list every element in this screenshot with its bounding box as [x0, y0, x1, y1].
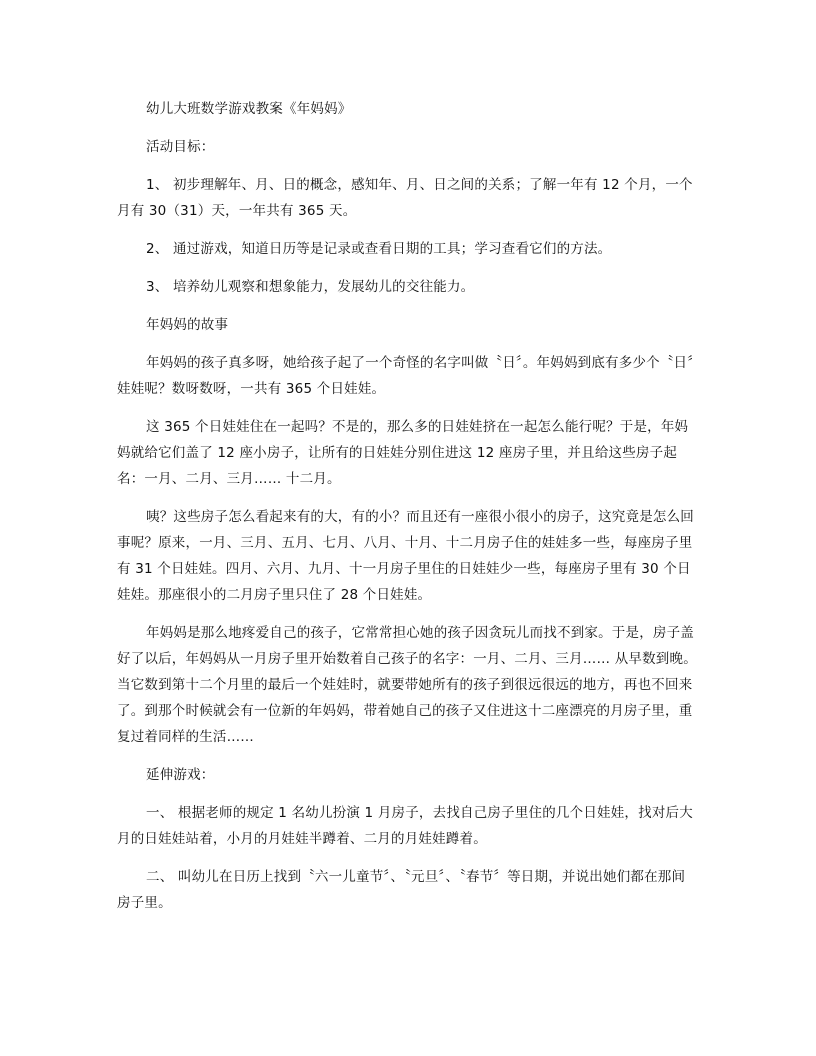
document-body	[117, 96, 697, 928]
section-heading-games: 延伸游戏：	[146, 767, 215, 783]
document-title: 幼儿大班数学游戏教案《年妈妈》	[146, 101, 352, 117]
story-paragraph-3: 咦？这些房子怎么看起来有的大，有的小？而且还有一座很小很小的房子，这究竟是怎么回事呢？原来，一月、三月、五月、七月、八月、十月、十二月房子住的娃娃多一些，每座房子里有 31 个日娃娃。四月、六月、九月、十一月房子里住的日娃娃少一些，每座房子里有 30 个日娃娃。那座很小的二月房子里只住了 28 个日娃娃。	[117, 509, 694, 603]
goal-paragraph-1: 1、 初步理解年、月、日的概念，感知年、月、日之间的关系；了解一年有 12 个月，一个月有 30（31）天，一年共有 365 天。	[117, 177, 693, 219]
section-heading-goals: 活动目标：	[146, 139, 215, 155]
game-paragraph-1: 一、 根据老师的规定 1 名幼儿扮演 1 月房子，去找自己房子里住的几个日娃娃，找对后大月的日娃娃站着，小月的月娃娃半蹲着、二月的月娃娃蹲着。	[117, 805, 693, 847]
story-paragraph-2: 这 365 个日娃娃住在一起吗？不是的，那么多的日娃娃挤在一起怎么能行呢？于是，年妈妈就给它们盖了 12 座小房子，让所有的日娃娃分别住进这 12 座房子里，并且给这些房子起名：一月、二月、三月…… 十二月。	[117, 419, 689, 487]
story-paragraph-1: 年妈妈的孩子真多呀，她给孩子起了一个奇怪的名字叫做〝日〞。年妈妈到底有多少个〝日〞娃娃呢？数呀数呀，一共有 365 个日娃娃。	[117, 355, 695, 397]
goal-paragraph-3: 3、 培养幼儿观察和想象能力，发展幼儿的交往能力。	[146, 279, 475, 295]
game-paragraph-2: 二、 叫幼儿在日历上找到〝六一儿童节〞、〝元旦〞、〝春节〞等日期，并说出她们都在那间房子里。	[117, 869, 686, 911]
story-paragraph-4: 年妈妈是那么地疼爱自己的孩子，它常常担心她的孩子因贪玩儿而找不到家。于是，房子盖好了以后，年妈妈从一月房子里开始数着自己孩子的名字：一月、二月、三月…… 从早数到晚。当它数到第十二个月里的最后一个娃娃时，就要带她所有的孩子到很远很远的地方，再也不回来了。到那个时候就会有一位新的年妈妈，带着她自己的孩子又住进这十二座漂亮的月房子里，重复过着同样的生活……	[117, 625, 697, 745]
goal-paragraph-2: 2、 通过游戏，知道日历等是记录或查看日期的工具；学习查看它们的方法。	[146, 241, 612, 257]
section-heading-story: 年妈妈的故事	[146, 317, 229, 333]
